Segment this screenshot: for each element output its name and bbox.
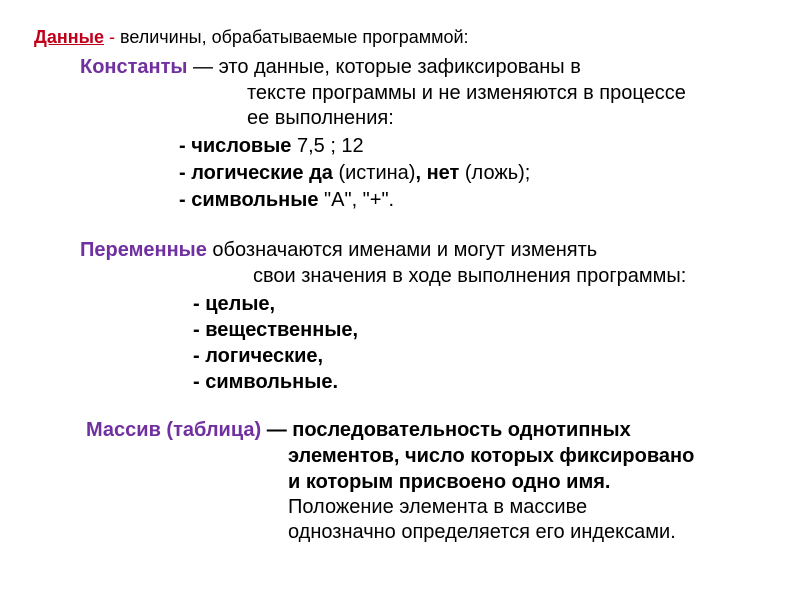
heading-term: Данные (34, 27, 104, 47)
variables-line-2: свои значения в ходе выполнения программы: (253, 265, 687, 287)
constants-item-label: - числовые (179, 135, 292, 157)
variables-def-1: обозначаются именами и могут изменять (206, 239, 598, 261)
constants-item-value: (истина) (332, 162, 416, 184)
heading-definition: величины, обрабатываемые программой: (119, 27, 469, 47)
constants-item-separator: , нет (415, 162, 460, 184)
constants-item-value: "А", "+". (318, 189, 395, 211)
constants-item-numeric (179, 136, 364, 156)
heading-dash: - (103, 27, 120, 47)
array-line-4: Положение элемента в массиве (288, 496, 588, 518)
constants-line-1 (80, 57, 581, 77)
constants-line-3: ее выполнения: (247, 107, 394, 129)
constants-item-value-2: (ложь); (459, 162, 531, 184)
constants-def-1: — это данные, которые зафиксированы в (187, 56, 581, 78)
constants-item-value: 7,5 ; 12 (291, 135, 364, 157)
array-line-2: элементов, число которых фиксировано (288, 445, 695, 467)
constants-item-label: - логические да (179, 162, 333, 184)
variables-item: - символьные. (193, 371, 339, 393)
constants-item-symbolic (179, 190, 394, 210)
array-term: Массив (таблица) (86, 419, 262, 441)
variables-line-1 (80, 240, 597, 260)
heading-line (34, 28, 469, 46)
variables-term: Переменные (80, 239, 207, 261)
constants-item-logical (179, 163, 530, 183)
array-line-5: однозначно определяется его индексами. (288, 521, 676, 543)
constants-term: Константы (80, 56, 188, 78)
variables-item: - логические, (193, 345, 324, 367)
array-def-1: — последовательность однотипных (261, 419, 631, 441)
variables-item: - целые, (193, 293, 276, 315)
constants-line-2: тексте программы и не изменяются в процессе (247, 82, 686, 104)
constants-item-label: - символьные (179, 189, 319, 211)
variables-item: - вещественные, (193, 319, 359, 341)
array-line-1 (86, 420, 631, 440)
array-line-3: и которым присвоено одно имя. (288, 471, 611, 493)
